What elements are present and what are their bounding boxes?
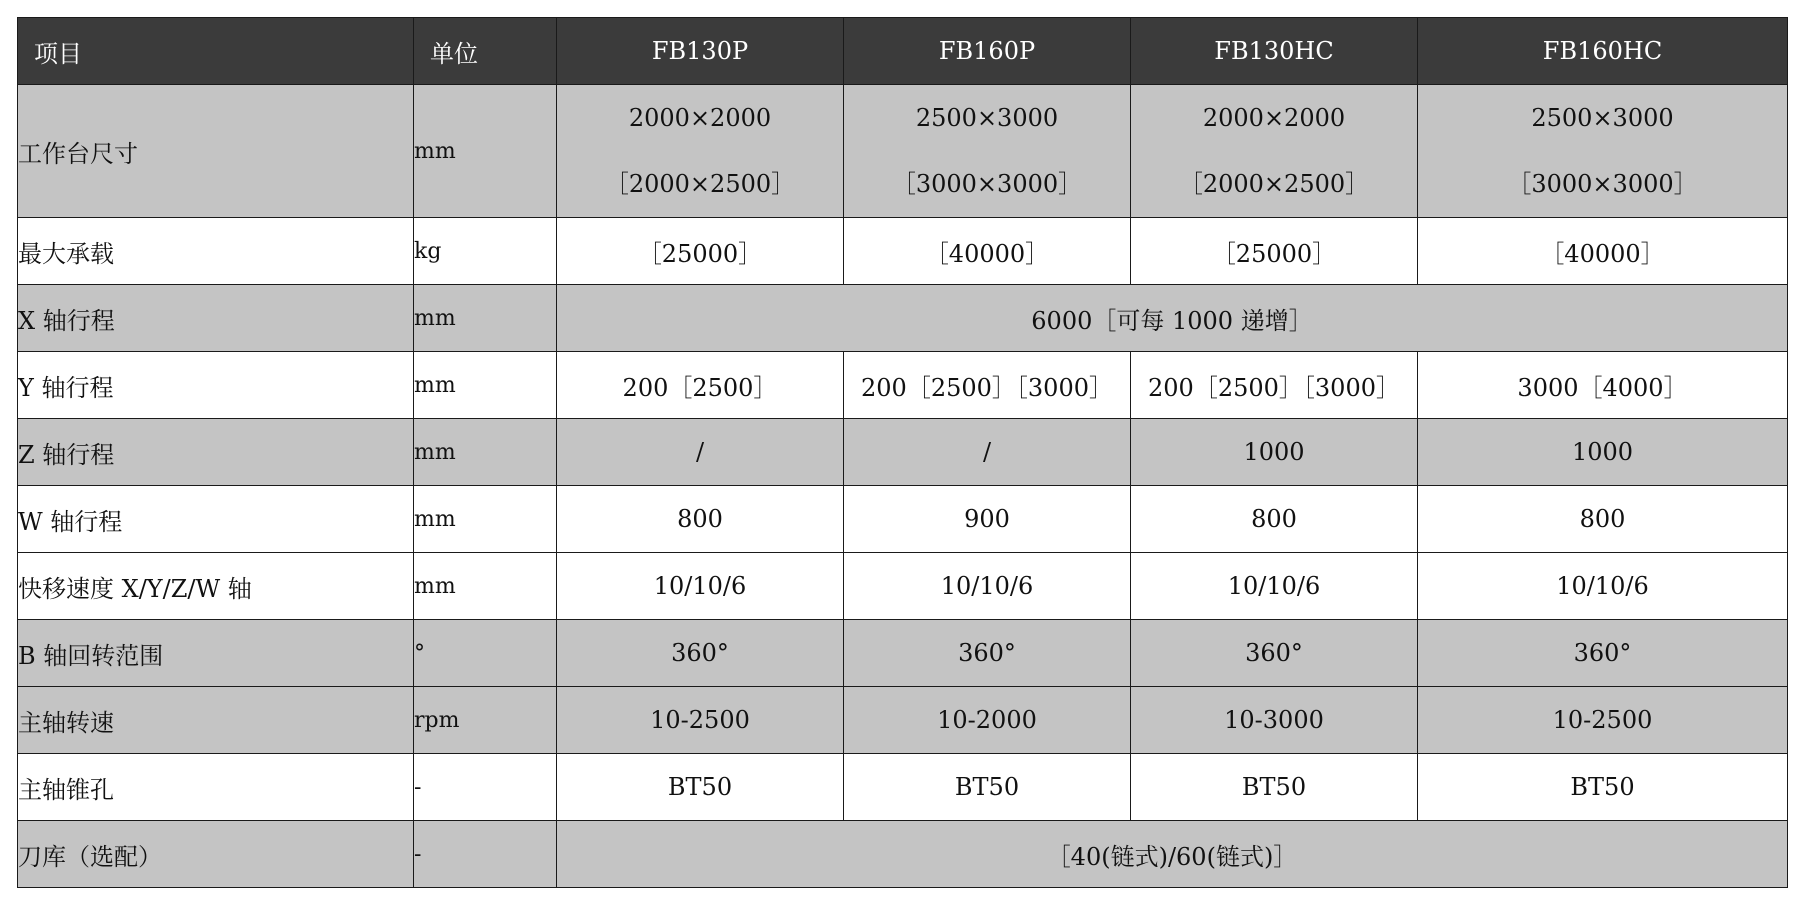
header-unit: 单位 bbox=[414, 18, 557, 85]
header-item: 项目 bbox=[18, 18, 414, 85]
row-label: 主轴转速 bbox=[18, 687, 414, 754]
table-cell: 200［2500］ bbox=[557, 352, 844, 419]
table-row bbox=[18, 553, 1788, 620]
header-model-4: FB160HC bbox=[1418, 18, 1788, 85]
table-cell: 10/10/6 bbox=[557, 553, 844, 620]
table-cell bbox=[1418, 85, 1788, 218]
table-cell: 10/10/6 bbox=[1131, 553, 1418, 620]
row-unit: mm bbox=[414, 419, 557, 486]
header-model-2: FB160P bbox=[844, 18, 1131, 85]
table-cell: 900 bbox=[844, 486, 1131, 553]
row-unit: rpm bbox=[414, 687, 557, 754]
row-label: 工作台尺寸 bbox=[18, 85, 414, 218]
table-cell: 360° bbox=[1131, 620, 1418, 687]
table-cell-span: 6000［可每 1000 递增］ bbox=[557, 285, 1788, 352]
table-row bbox=[18, 419, 1788, 486]
table-cell bbox=[557, 85, 844, 218]
table-cell: 800 bbox=[557, 486, 844, 553]
row-unit: - bbox=[414, 821, 557, 888]
table-cell: 800 bbox=[1418, 486, 1788, 553]
table-cell: BT50 bbox=[557, 754, 844, 821]
table-cell: ［25000］ bbox=[1131, 218, 1418, 285]
table-row bbox=[18, 754, 1788, 821]
table-cell: 10/10/6 bbox=[1418, 553, 1788, 620]
table-cell: / bbox=[844, 419, 1131, 486]
table-cell: BT50 bbox=[1418, 754, 1788, 821]
row-unit: mm bbox=[414, 352, 557, 419]
row-unit: mm bbox=[414, 285, 557, 352]
table-cell: 10-2000 bbox=[844, 687, 1131, 754]
table-cell: ［40000］ bbox=[1418, 218, 1788, 285]
table-row bbox=[18, 285, 1788, 352]
row-unit: ° bbox=[414, 620, 557, 687]
table-row bbox=[18, 85, 1788, 218]
table-cell: 200［2500］［3000］ bbox=[844, 352, 1131, 419]
table-cell: ［25000］ bbox=[557, 218, 844, 285]
row-unit: mm bbox=[414, 85, 557, 218]
table-cell: 1000 bbox=[1418, 419, 1788, 486]
cell-line: 2000×2000 bbox=[1202, 104, 1346, 132]
table-cell: ［40000］ bbox=[844, 218, 1131, 285]
table-cell: 360° bbox=[557, 620, 844, 687]
table-cell: 1000 bbox=[1131, 419, 1418, 486]
table-cell: BT50 bbox=[844, 754, 1131, 821]
header-model-3: FB130HC bbox=[1131, 18, 1418, 85]
cell-line: 2500×3000 bbox=[1531, 104, 1674, 132]
cell-line: ［2000×2500］ bbox=[1178, 170, 1370, 198]
row-label: W 轴行程 bbox=[18, 486, 414, 553]
cell-line: 2500×3000 bbox=[915, 104, 1059, 132]
table-cell: 200［2500］［3000］ bbox=[1131, 352, 1418, 419]
row-label: B 轴回转范围 bbox=[18, 620, 414, 687]
table-cell: 10-3000 bbox=[1131, 687, 1418, 754]
table-row bbox=[18, 687, 1788, 754]
table-cell: 360° bbox=[1418, 620, 1788, 687]
row-label: 最大承载 bbox=[18, 218, 414, 285]
header-model-1: FB130P bbox=[557, 18, 844, 85]
row-label: Y 轴行程 bbox=[18, 352, 414, 419]
table-cell: 800 bbox=[1131, 486, 1418, 553]
row-label: 主轴锥孔 bbox=[18, 754, 414, 821]
table-cell bbox=[844, 85, 1131, 218]
row-label: 刀库（选配） bbox=[18, 821, 414, 888]
table-cell: 10/10/6 bbox=[844, 553, 1131, 620]
header-row bbox=[18, 18, 1788, 85]
table-cell bbox=[1131, 85, 1418, 218]
table-row bbox=[18, 821, 1788, 888]
table-row bbox=[18, 352, 1788, 419]
table-cell: 10-2500 bbox=[1418, 687, 1788, 754]
table-cell: / bbox=[557, 419, 844, 486]
spec-table bbox=[17, 17, 1788, 888]
table-row bbox=[18, 620, 1788, 687]
spec-table-container bbox=[17, 17, 1787, 888]
row-label: Z 轴行程 bbox=[18, 419, 414, 486]
table-cell: BT50 bbox=[1131, 754, 1418, 821]
row-unit: - bbox=[414, 754, 557, 821]
cell-line: ［3000×3000］ bbox=[891, 170, 1083, 198]
row-unit: mm bbox=[414, 486, 557, 553]
cell-line: ［3000×3000］ bbox=[1507, 170, 1698, 198]
row-label: 快移速度 X/Y/Z/W 轴 bbox=[18, 553, 414, 620]
table-cell: 360° bbox=[844, 620, 1131, 687]
row-label: X 轴行程 bbox=[18, 285, 414, 352]
table-row bbox=[18, 486, 1788, 553]
cell-line: ［2000×2500］ bbox=[604, 170, 796, 198]
row-unit: mm bbox=[414, 553, 557, 620]
table-cell: 10-2500 bbox=[557, 687, 844, 754]
table-cell: 3000［4000］ bbox=[1418, 352, 1788, 419]
row-unit: kg bbox=[414, 218, 557, 285]
table-cell-span: ［40(链式)/60(链式)］ bbox=[557, 821, 1788, 888]
cell-line: 2000×2000 bbox=[628, 104, 772, 132]
table-row bbox=[18, 218, 1788, 285]
